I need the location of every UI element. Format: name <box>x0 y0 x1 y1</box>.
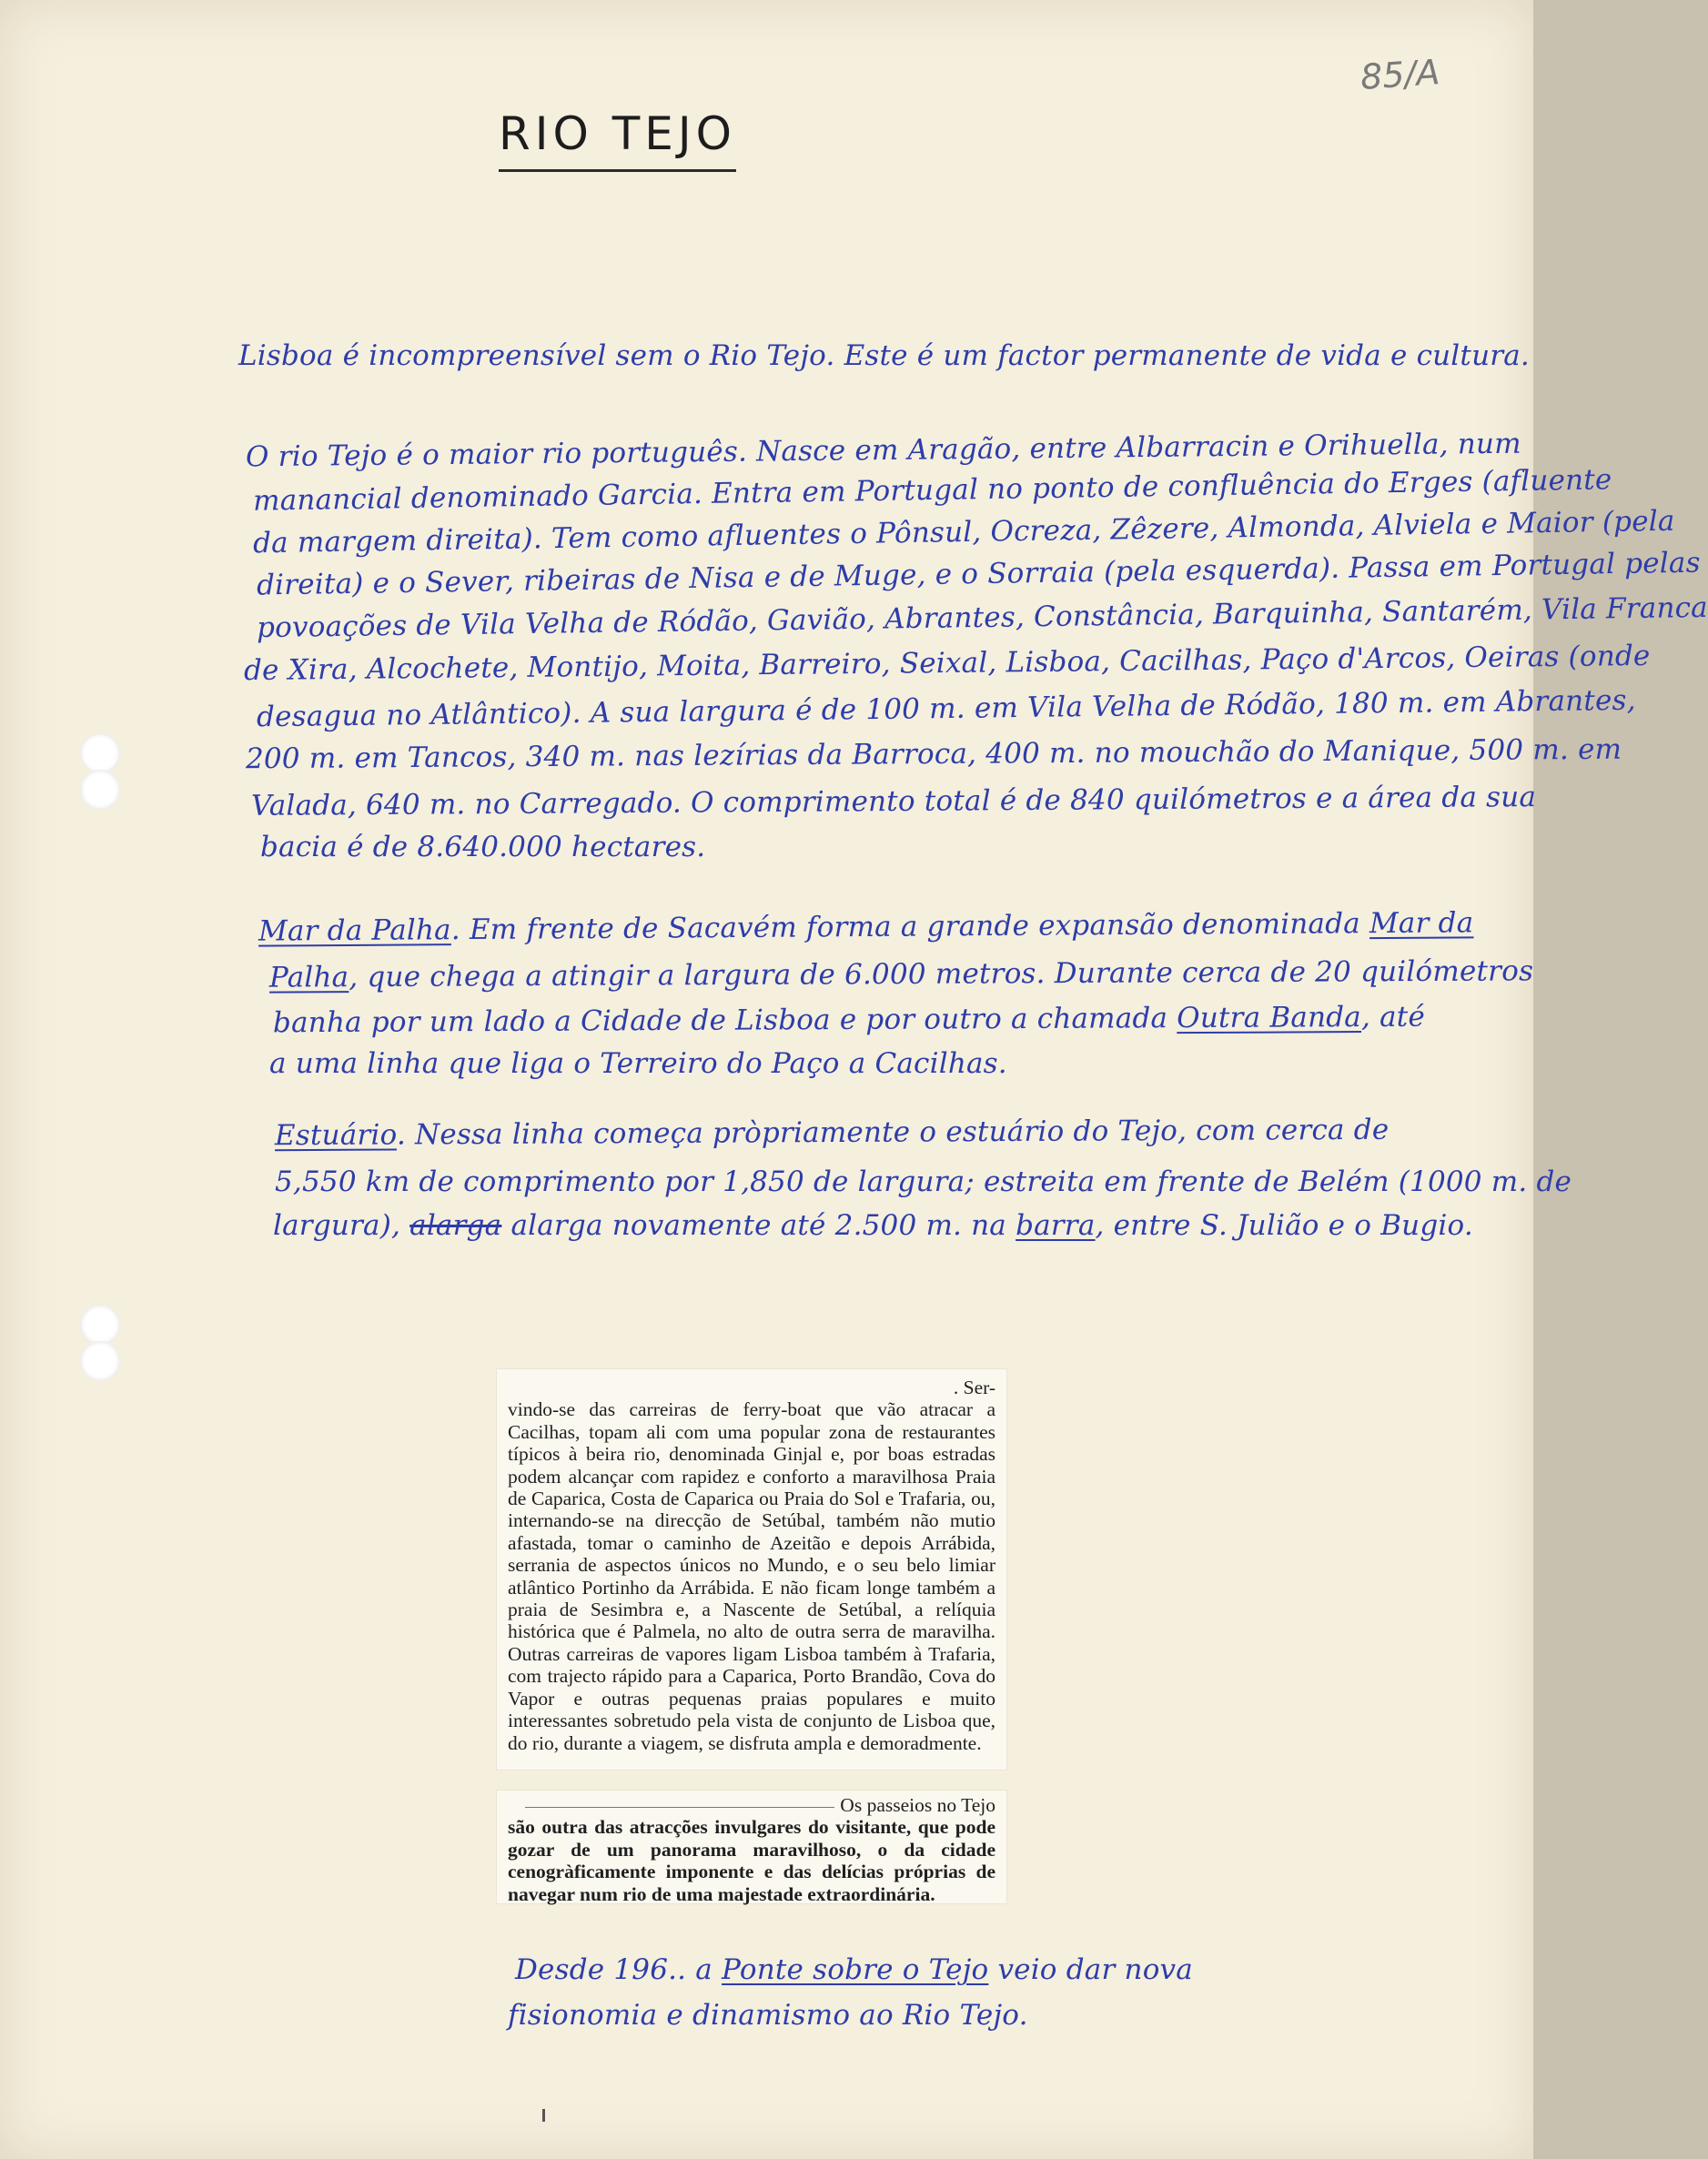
page-title: RIO TEJO <box>499 107 736 172</box>
para2-line-2: Palha, que chega a atingir a largura de 6.000 metros. Durante cerca de 20 quilómetros <box>268 954 1534 994</box>
clipping2-text: são outra das atracções invulgares do visitante, que pode gozar de um panorama maravilhoso, o da cidade cenogràficamente imponente e das delícias próprias de navegar num rio de uma majestade extraordinária. <box>508 1816 995 1905</box>
term-mar-da-palha: Mar da Palha <box>258 913 451 948</box>
closing-line-2: fisionomia e dinamismo ao Rio Tejo. <box>508 1999 1028 2032</box>
term-ponte-sobre-o-tejo: Ponte sobre o Tejo <box>722 1953 989 1986</box>
term-outra-banda: Outra Banda <box>1177 1001 1362 1035</box>
term-mar-da-palha-inline: Mar da <box>1369 906 1474 941</box>
punch-hole <box>80 1305 120 1345</box>
para3-line-2: 5,550 km de comprimento por 1,850 de largura; estreita em frente de Belém (1000 m. de <box>275 1165 1572 1198</box>
para1-line-5: povoações de Vila Velha de Ródão, Gavião, Abrantes, Constância, Barquinha, Santarém, Vila Franca <box>256 590 1708 645</box>
punch-hole <box>80 733 120 773</box>
para1-line-2: manancial denominado Garcia. Entra em Portugal no ponto de confluência do Erges (afluente <box>252 463 1612 518</box>
clipping2-lead: Os passeios no Tejo <box>840 1794 995 1816</box>
clipping2-rule <box>525 1807 834 1808</box>
para1-line-1: O rio Tejo é o maior rio português. Nasce em Aragão, entre Albarracin e Orihuella, num <box>245 427 1521 474</box>
closing-line-1: Desde 196.. a Ponte sobre o Tejo veio dar nova <box>515 1953 1193 1986</box>
newspaper-clipping-passeios <box>497 1791 1006 1903</box>
struck-word: alarga <box>409 1209 502 1242</box>
para3-line-1: Estuário. Nessa linha começa pròpriamente o estuário do Tejo, com cerca de <box>274 1113 1390 1153</box>
term-barra: barra <box>1016 1209 1096 1242</box>
para2-line-4: a uma linha que liga o Terreiro do Paço a Cacilhas. <box>269 1047 1007 1080</box>
term-estuario: Estuário <box>274 1118 398 1153</box>
clipping1-text: vindo-se das carreiras de ferry-boat que vão atracar a Cacilhas, topam ali com uma popular zona de restaurantes típicos à beira rio, denominada Ginjal e, por boas estradas podem alcançar com rapidez e conforto a maravilhosa Praia de Caparica, Costa de Caparica ou Praia do Sol e Trafaria, ou, internando-se na direcção de Setúbal, também não mutio afastada, tomar o caminho de Azeitão e depois Arrábida, serrania de aspectos únicos no Mundo, e o seu belo limiar atlântico Portinho da Arrábida. E não ficam longe também a praia de Sesimbra e, a Nascente de Setúbal, a relíquia histórica que é Palmela, no alto de outra serra de maravilha. Outras carreiras de vapores ligam Lisboa também à Trafaria, com trajecto rápido para a Caparica, Porto Brandão, Cova do Vapor e outras pequenas praias populares e muito interessantes sobretudo pela vista de conjunto de Lisboa que, do rio, durante a viagem, se disfruta ampla e demoradmente. <box>508 1398 995 1754</box>
para2-line-3: banha por um lado a Cidade de Lisboa e por outro a chamada Outra Banda, até <box>272 1000 1426 1040</box>
page-mark <box>542 2109 545 2122</box>
para1-line-3: da margem direita). Tem como afluentes o Pônsul, Ocreza, Zêzere, Almonda, Alviela e Maior (pela <box>252 504 1675 560</box>
intro-line: Lisboa é incompreensível sem o Rio Tejo. Este é um factor permanente de vida e cultura. <box>238 339 1530 372</box>
para1-line-4: direita) e o Sever, ribeiras de Nisa e de Muge, e o Sorraia (pela esquerda). Passa em Portugal pelas <box>256 546 1701 602</box>
para3-line-3: largura), alarga alarga novamente até 2.500 m. na barra, entre S. Julião e o Bugio. <box>273 1209 1473 1242</box>
para1-line-10: bacia é de 8.640.000 hectares. <box>260 831 706 863</box>
folio-number: 85/A <box>1359 52 1441 97</box>
para1-line-6: de Xira, Alcochete, Montijo, Moita, Barreiro, Seixal, Lisboa, Cacilhas, Paço d'Arcos, Oeiras (onde <box>243 639 1651 688</box>
newspaper-clipping-ferry <box>497 1369 1006 1770</box>
punch-hole <box>80 770 120 810</box>
clipping1-lead: . Ser- <box>953 1377 995 1398</box>
para1-line-8: 200 m. em Tancos, 340 m. nas lezírias da Barroca, 400 m. no mouchão do Manique, 500 m. em <box>245 732 1622 776</box>
punch-hole <box>80 1341 120 1381</box>
para2-line-1: Mar da Palha. Em frente de Sacavém forma a grande expansão denominada Mar da <box>258 906 1474 948</box>
para1-line-7: desagua no Atlântico). A sua largura é de 100 m. em Vila Velha de Ródão, 180 m. em Abrantes, <box>256 683 1636 734</box>
para1-line-9: Valada, 640 m. no Carregado. O comprimento total é de 840 quilómetros e a área da sua <box>250 781 1537 822</box>
